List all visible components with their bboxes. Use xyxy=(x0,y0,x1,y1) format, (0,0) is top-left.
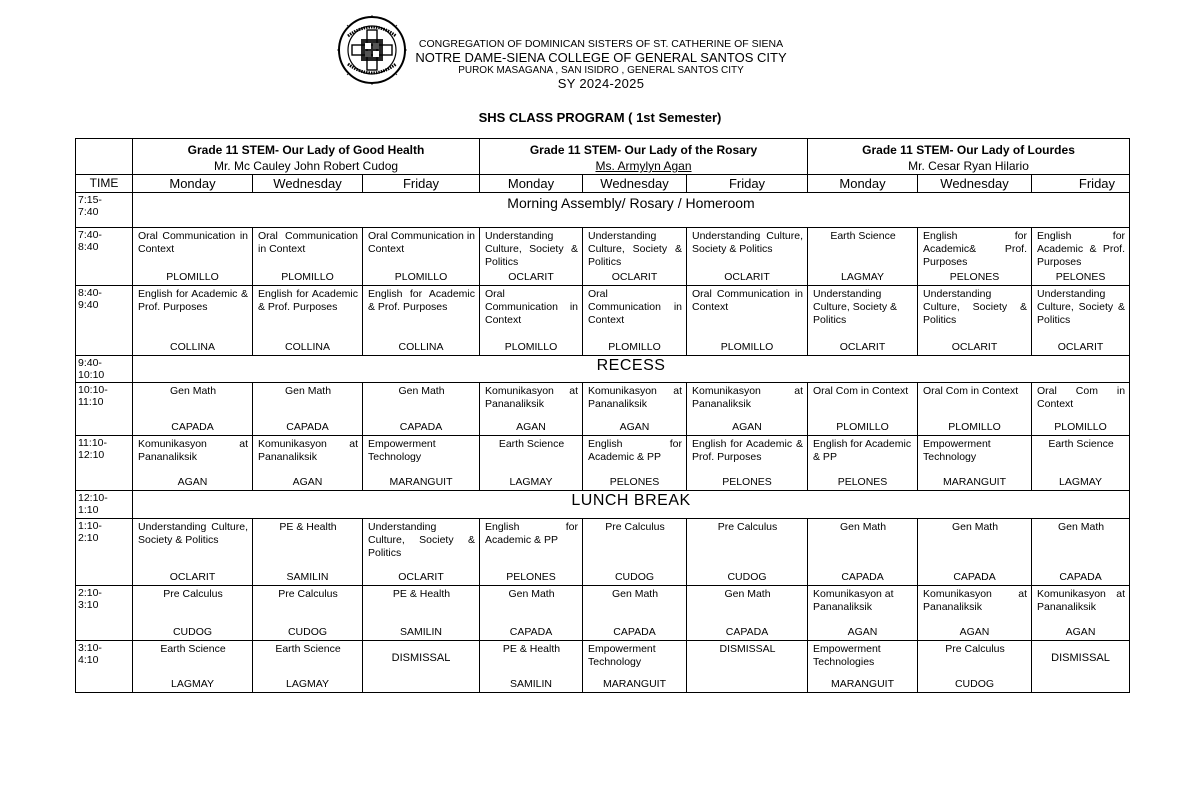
class-cell xyxy=(253,286,363,356)
school-year: SY 2024-2025 xyxy=(557,76,645,91)
teacher-name: PLOMILLO xyxy=(504,341,558,353)
class-cell xyxy=(1032,641,1130,693)
time-slot: 2:10- 3:10 xyxy=(76,586,133,641)
class-cell xyxy=(687,641,808,693)
section-header-row xyxy=(76,139,1130,175)
teacher-name: OCLARIT xyxy=(169,571,216,583)
day-header: Friday xyxy=(363,175,480,193)
class-schedule-table xyxy=(75,138,1130,693)
day-header: Wednesday xyxy=(253,175,363,193)
class-cell xyxy=(363,286,480,356)
teacher-name: CAPADA xyxy=(841,571,884,583)
time-column-header: TIME xyxy=(76,175,133,193)
subject-name: PE & Health xyxy=(392,588,451,600)
class-cell xyxy=(808,586,918,641)
time-slot: 8:40- 9:40 xyxy=(76,286,133,356)
subject-name: English for Academic & PP xyxy=(485,521,578,546)
recess-row xyxy=(76,356,1130,383)
subject-name: Pre Calculus xyxy=(163,588,223,600)
class-cell xyxy=(253,519,363,586)
subject-name: Empowerment Technology xyxy=(923,438,991,463)
subject-name: Pre Calculus xyxy=(605,521,665,533)
class-cell xyxy=(133,641,253,693)
class-cell xyxy=(1032,228,1130,286)
teacher-name: AGAN xyxy=(1065,626,1096,638)
subject-name: Earth Science xyxy=(275,643,341,655)
recess-band: RECESS xyxy=(133,356,1130,383)
class-cell xyxy=(480,436,583,491)
class-cell xyxy=(480,383,583,436)
morning-assembly-band: Morning Assembly/ Rosary / Homeroom xyxy=(133,193,1130,228)
class-cell xyxy=(253,586,363,641)
class-cell xyxy=(1032,286,1130,356)
school-name: NOTRE DAME-SIENA COLLEGE OF GENERAL SANTOS CITY xyxy=(415,50,787,65)
class-cell xyxy=(363,436,480,491)
teacher-name: CAPADA xyxy=(399,421,443,433)
day-header: Friday xyxy=(1032,175,1130,193)
subject-name: Oral Communication in Context xyxy=(368,230,475,255)
teacher-name: SAMILIN xyxy=(509,678,552,690)
subject-name: English for Academic & PP xyxy=(813,438,912,463)
class-cell xyxy=(363,228,480,286)
teacher-name: CAPADA xyxy=(613,626,656,638)
teacher-name: CAPADA xyxy=(953,571,996,583)
schedule-row xyxy=(76,286,1130,356)
lunch-break-band: LUNCH BREAK xyxy=(133,491,1130,519)
teacher-name: AGAN xyxy=(516,421,546,433)
class-cell xyxy=(583,436,687,491)
subject-name: Gen Math xyxy=(839,521,887,533)
class-cell xyxy=(583,383,687,436)
school-seal-logo xyxy=(336,14,408,86)
teacher-name: PELONES xyxy=(609,476,660,488)
class-cell xyxy=(363,586,480,641)
teacher-name: PLOMILLO xyxy=(281,271,334,283)
subject-name: Gen Math xyxy=(284,385,332,397)
class-cell xyxy=(808,383,918,436)
teacher-name: AGAN xyxy=(959,626,990,638)
subject-name: Understanding Culture, Society & Politics xyxy=(368,521,475,559)
congregation-name: CONGREGATION OF DOMINICAN SISTERS OF ST. CATHERINE OF SIENA xyxy=(418,38,784,50)
teacher-name: PLOMILLO xyxy=(1054,421,1107,433)
subject-name: Oral Com in Context xyxy=(923,385,1019,397)
class-cell xyxy=(808,641,918,693)
class-cell xyxy=(1032,383,1130,436)
class-cell xyxy=(808,228,918,286)
class-cell xyxy=(687,519,808,586)
time-slot: 10:10- 11:10 xyxy=(76,383,133,436)
class-cell xyxy=(687,286,808,356)
time-slot: 3:10- 4:10 xyxy=(76,641,133,693)
subject-name: English for Academic & Prof. Purposes xyxy=(138,288,248,313)
schedule-row xyxy=(76,228,1130,286)
teacher-name: OCLARIT xyxy=(508,271,554,283)
teacher-name: OCLARIT xyxy=(724,271,770,283)
teacher-name: OCLARIT xyxy=(1057,341,1104,353)
class-cell xyxy=(583,286,687,356)
school-address: PUROK MASAGANA , SAN ISIDRO , GENERAL SANTOS CITY xyxy=(458,65,744,76)
subject-name: Komunikasyon at Pananaliksik xyxy=(813,588,894,613)
subject-name: Gen Math xyxy=(611,588,659,600)
subject-name: Komunikasyon at Pananaliksik xyxy=(258,438,358,463)
morning-assembly-row xyxy=(76,193,1130,228)
subject-name: Oral Communication in Context xyxy=(138,230,248,255)
teacher-name: MARANGUIT xyxy=(943,476,1007,488)
class-cell xyxy=(480,286,583,356)
class-cell xyxy=(808,436,918,491)
section-header-rosary xyxy=(480,139,808,175)
subject-name: Understanding Culture, Society & Politics xyxy=(813,288,898,326)
class-cell xyxy=(918,586,1032,641)
teacher-name: CUDOG xyxy=(727,571,767,583)
class-cell xyxy=(363,383,480,436)
teacher-name: PELONES xyxy=(949,271,1000,283)
teacher-name: PLOMILLO xyxy=(948,421,1001,433)
time-slot: 1:10- 2:10 xyxy=(76,519,133,586)
subject-name: Understanding Culture, Society & Politics xyxy=(1037,288,1126,326)
lunch-break-row xyxy=(76,491,1130,519)
class-cell xyxy=(1032,586,1130,641)
subject-name: Understanding Culture, Society & Politics xyxy=(138,521,248,546)
teacher-name: AGAN xyxy=(292,476,323,488)
teacher-name: LAGMAY xyxy=(171,678,214,690)
subject-name: English for Academic & PP xyxy=(588,438,682,463)
page-title: SHS CLASS PROGRAM ( 1st Semester) xyxy=(478,110,722,125)
teacher-name: PLOMILLO xyxy=(836,421,889,433)
teacher-name: LAGMAY xyxy=(509,476,553,488)
teacher-name: MARANGUIT xyxy=(603,678,666,690)
dismissal-label: DISMISSAL xyxy=(391,652,451,664)
subject-name: Gen Math xyxy=(169,385,217,397)
section-adviser: Ms. Armylyn Agan xyxy=(595,159,692,173)
subject-name: Oral Com in Context xyxy=(813,385,909,397)
subject-name: Pre Calculus xyxy=(717,521,778,533)
day-header: Monday xyxy=(480,175,583,193)
subject-name: Understanding Culture, Society & Politics xyxy=(692,230,804,255)
class-cell xyxy=(480,641,583,693)
subject-name: Empowerment Technologies xyxy=(813,643,881,668)
subject-name: English for Academic & Prof. Purposes xyxy=(258,288,358,313)
class-cell xyxy=(918,228,1032,286)
subject-name: Empowerment Technology xyxy=(588,643,656,668)
teacher-name: CUDOG xyxy=(614,571,655,583)
schedule-row xyxy=(76,641,1130,693)
teacher-name: SAMILIN xyxy=(399,626,442,638)
class-cell xyxy=(918,286,1032,356)
class-cell xyxy=(133,586,253,641)
teacher-name: OCLARIT xyxy=(839,341,886,353)
teacher-name: COLLINA xyxy=(285,341,330,353)
subject-name: Understanding Culture, Society & Politics xyxy=(923,288,1028,326)
class-cell xyxy=(253,383,363,436)
subject-name: DISMISSAL xyxy=(719,643,776,655)
teacher-name: OCLARIT xyxy=(951,341,998,353)
class-cell xyxy=(583,641,687,693)
teacher-name: CAPADA xyxy=(725,626,769,638)
class-cell xyxy=(363,519,480,586)
subject-name: Komunikasyon at Pananaliksik xyxy=(1037,588,1126,613)
class-cell xyxy=(687,383,808,436)
teacher-name: PLOMILLO xyxy=(608,341,661,353)
subject-name: Oral Com in Context xyxy=(1037,385,1126,410)
subject-name: Earth Science xyxy=(1048,438,1114,450)
class-cell xyxy=(253,436,363,491)
schedule-row xyxy=(76,436,1130,491)
teacher-name: COLLINA xyxy=(170,341,215,353)
day-header: Wednesday xyxy=(583,175,687,193)
teacher-name: MARANGUIT xyxy=(389,476,453,488)
day-header: Friday xyxy=(687,175,808,193)
teacher-name: PLOMILLO xyxy=(720,341,774,353)
class-cell xyxy=(133,436,253,491)
class-cell xyxy=(918,383,1032,436)
time-slot: 7:15- 7:40 xyxy=(76,193,133,228)
class-cell xyxy=(133,286,253,356)
teacher-name: SAMILIN xyxy=(286,571,329,583)
teacher-name: LAGMAY xyxy=(286,678,329,690)
teacher-name: AGAN xyxy=(847,626,878,638)
section-name: Grade 11 STEM- Our Lady of the Rosary xyxy=(529,143,758,157)
subject-name: Gen Math xyxy=(951,521,999,533)
class-cell xyxy=(133,383,253,436)
section-name: Grade 11 STEM- Our Lady of Lourdes xyxy=(862,143,1075,157)
class-cell xyxy=(480,228,583,286)
class-cell xyxy=(363,641,480,693)
teacher-name: CAPADA xyxy=(1059,571,1102,583)
subject-name: Oral Communication in Context xyxy=(588,288,682,326)
teacher-name: CUDOG xyxy=(287,626,328,638)
teacher-name: COLLINA xyxy=(398,341,444,353)
subject-name: Komunikasyon at Pananaliksik xyxy=(923,588,1028,613)
subject-name: Earth Science xyxy=(160,643,226,655)
subject-name: Komunikasyon at Pananaliksik xyxy=(588,385,682,410)
subject-name: Gen Math xyxy=(508,588,555,600)
subject-name: Earth Science xyxy=(498,438,565,450)
time-slot: 9:40- 10:10 xyxy=(76,356,133,383)
teacher-name: LAGMAY xyxy=(1059,476,1103,488)
class-cell xyxy=(918,641,1032,693)
time-slot: 7:40- 8:40 xyxy=(76,228,133,286)
subject-name: English for Academic& Prof. Purposes xyxy=(923,230,1028,268)
subject-name: Oral Communication in Context xyxy=(485,288,578,326)
teacher-name: CAPADA xyxy=(286,421,329,433)
day-header: Monday xyxy=(133,175,253,193)
teacher-name: CUDOG xyxy=(172,626,213,638)
class-cell xyxy=(1032,436,1130,491)
teacher-name: PELONES xyxy=(1055,271,1106,283)
day-header: Monday xyxy=(808,175,918,193)
teacher-name: PLOMILLO xyxy=(394,271,448,283)
corner-cell xyxy=(76,139,133,175)
teacher-name: OCLARIT xyxy=(398,571,444,583)
subject-name: English for Academic & Prof. Purposes xyxy=(1037,230,1126,268)
subject-name: Earth Science xyxy=(830,230,896,242)
subject-name: English for Academic & Prof. Purposes xyxy=(692,438,804,463)
class-cell xyxy=(808,519,918,586)
section-header-lourdes xyxy=(808,139,1130,175)
schedule-row xyxy=(76,586,1130,641)
subject-name: Gen Math xyxy=(1057,521,1105,533)
class-cell xyxy=(1032,519,1130,586)
class-cell xyxy=(808,286,918,356)
subject-name: Understanding Culture, Society & Politics xyxy=(588,230,682,268)
class-cell xyxy=(583,586,687,641)
subject-name: Komunikasyon at Pananaliksik xyxy=(138,438,248,463)
schedule-row xyxy=(76,519,1130,586)
schedule-row xyxy=(76,383,1130,436)
class-cell xyxy=(480,519,583,586)
teacher-name: PELONES xyxy=(837,476,888,488)
subject-name: Oral Communication in Context xyxy=(258,230,358,255)
teacher-name: CAPADA xyxy=(509,626,553,638)
subject-name: Empowerment Technology xyxy=(368,438,436,463)
teacher-name: CAPADA xyxy=(171,421,214,433)
section-header-good-health xyxy=(133,139,480,175)
class-cell xyxy=(253,228,363,286)
teacher-name: PELONES xyxy=(722,476,772,488)
subject-name: English for Academic & Prof. Purposes xyxy=(368,288,475,313)
teacher-name: CUDOG xyxy=(954,678,995,690)
class-cell xyxy=(687,436,808,491)
subject-name: Understanding Culture, Society & Politics xyxy=(485,230,578,268)
teacher-name: AGAN xyxy=(732,421,762,433)
teacher-name: PELONES xyxy=(506,571,556,583)
teacher-name: AGAN xyxy=(177,476,208,488)
subject-name: Pre Calculus xyxy=(945,643,1005,655)
dismissal-label: DISMISSAL xyxy=(1051,652,1110,664)
class-cell xyxy=(918,436,1032,491)
subject-name: Pre Calculus xyxy=(278,588,338,600)
time-slot: 11:10- 12:10 xyxy=(76,436,133,491)
teacher-name: OCLARIT xyxy=(611,271,658,283)
class-cell xyxy=(583,519,687,586)
teacher-name: LAGMAY xyxy=(841,271,884,283)
subject-name: PE & Health xyxy=(502,643,561,655)
class-cell xyxy=(687,586,808,641)
time-slot: 12:10- 1:10 xyxy=(76,491,133,519)
teacher-name: PLOMILLO xyxy=(166,271,219,283)
teacher-name: AGAN xyxy=(619,421,650,433)
section-adviser: Mr. Cesar Ryan Hilario xyxy=(908,159,1029,173)
subject-name: Komunikasyon at Pananaliksik xyxy=(485,385,578,410)
class-cell xyxy=(918,519,1032,586)
class-cell xyxy=(480,586,583,641)
subject-name: Gen Math xyxy=(724,588,771,600)
subject-name: Komunikasyon at Pananaliksik xyxy=(692,385,804,410)
class-cell xyxy=(253,641,363,693)
subject-name: Oral Communication in Context xyxy=(692,288,804,313)
class-cell xyxy=(583,228,687,286)
section-name: Grade 11 STEM- Our Lady of Good Health xyxy=(187,143,425,157)
day-header-row xyxy=(76,175,1130,193)
day-header: Wednesday xyxy=(918,175,1032,193)
class-cell xyxy=(133,228,253,286)
subject-name: PE & Health xyxy=(279,521,337,533)
class-cell xyxy=(687,228,808,286)
subject-name: Gen Math xyxy=(398,385,445,397)
class-cell xyxy=(133,519,253,586)
teacher-name: MARANGUIT xyxy=(831,678,895,690)
section-adviser: Mr. Mc Cauley John Robert Cudog xyxy=(213,159,399,173)
